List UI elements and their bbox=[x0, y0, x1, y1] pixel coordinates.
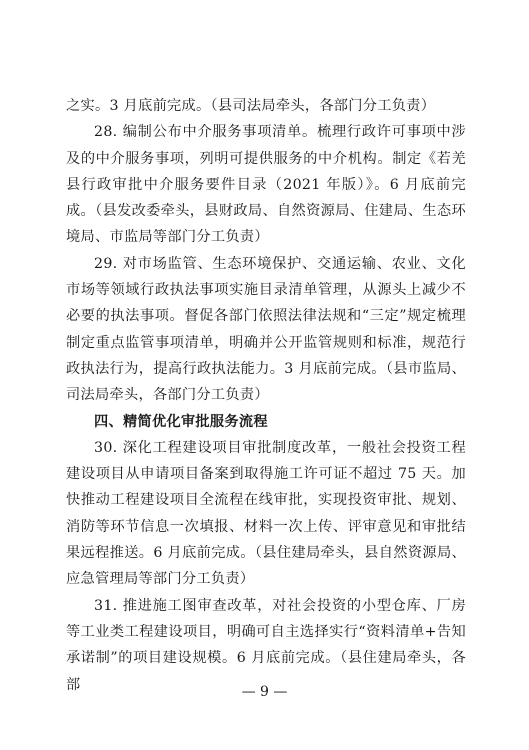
body-text bbox=[66, 93, 466, 698]
paragraph-continuation: 之实。3 月底前完成。（县司法局牵头，各部门分工负责） bbox=[66, 98, 436, 114]
section-heading: 四、精简优化审批服务流程 bbox=[94, 413, 268, 430]
paragraph-item-29: 29. 对市场监管、生态环境保护、交通运输、农业、文化市场等领域行政执法事项实施目录清单管理，从源头上减少不必要的执法事项。督促各部门依照法律法规和“三定”规定梳理制定重点监管事项清单，明确并公开监管规则和标准，规范行政执法行为，提高行政执法能力。3 月底前完成。（县市监局、司法局牵头，各部门分工负责） bbox=[66, 255, 466, 404]
paragraph-item-31: 31. 推进施工图审查改革，对社会投资的小型仓库、厂房等工业类工程建设项目，明确可自主选择实行“资料清单+告知承诺制”的项目建设规模。6 月底前完成。（县住建局牵头，各部 bbox=[66, 597, 466, 693]
paragraph-item-30: 30. 深化工程建设项目审批制度改革，一般社会投资工程建设项目从申请项目备案到取得施工许可证不超过 75 天。加快推动工程建设项目全流程在线审批，实现投资审批、规划、消防等环节信息一次填报、材料一次上传、评审意见和审批结果远程推送。6 月底前完成。（县住建局牵头，县自然资源局、应急管理局等部门分工负责） bbox=[66, 439, 466, 588]
paragraph-item-28: 28. 编制公布中介服务事项清单。梳理行政许可事项中涉及的中介服务事项，列明可提供服务的中介机构。制定《若羌县行政审批中介服务要件目录（2021 年版）》。6 月底前完成。（县发改委牵头，县财政局、自然资源局、住建局、生态环境局、市监局等部门分工负责） bbox=[66, 124, 466, 246]
page-number: — 9 — bbox=[241, 684, 288, 700]
